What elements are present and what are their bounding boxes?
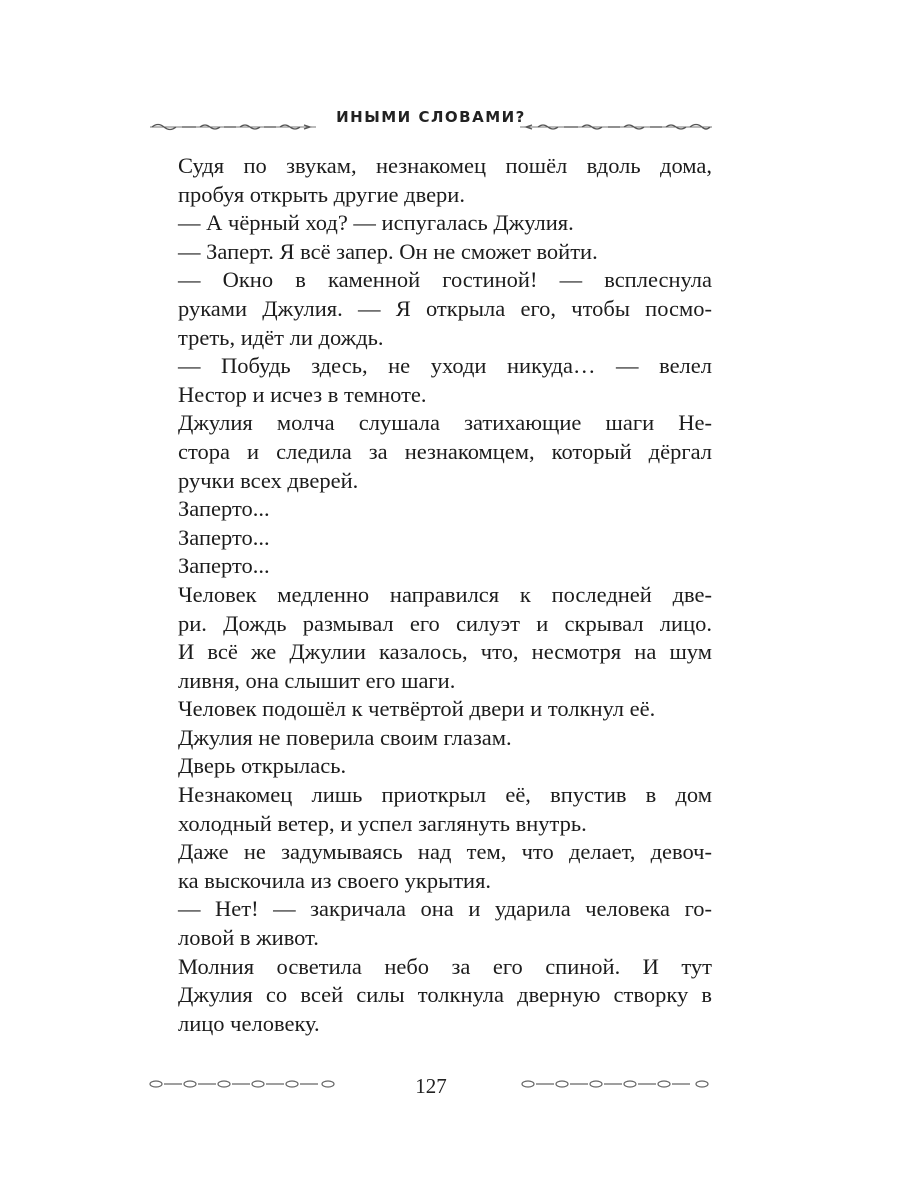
paragraph (178, 266, 712, 352)
text-line: Дверь открылась. (178, 753, 347, 779)
paragraph (178, 581, 712, 695)
text-line: ка выскочила из своего укрытия. (178, 867, 492, 893)
text-line: — Побудь здесь, не уходи никуда… — велел (178, 353, 712, 379)
paragraph (178, 724, 712, 753)
text-line: стора и следила за незнакомцем, который дёргал (178, 438, 712, 464)
text-line: треть, идёт ли дождь. (178, 324, 384, 350)
text-line: руками Джулия. — Я открыла его, чтобы посмо- (178, 295, 712, 321)
running-header-title: ИНЫМИ СЛОВАМИ? (336, 108, 526, 126)
text-line: Судя по звукам, незнакомец пошёл вдоль дома, (178, 153, 712, 178)
text-line: Заперто... (178, 553, 270, 579)
paragraph (178, 238, 712, 267)
text-line: — Окно в каменной гостиной! — всплеснула (178, 267, 712, 293)
text-line: Молния осветила небо за его спиной. И тут (178, 953, 712, 979)
text-line: И всё же Джулии казалось, что, несмотря на шум (178, 639, 712, 665)
paragraph (178, 752, 712, 781)
text-line: Джулия со всей силы толкнула дверную створку в (178, 982, 712, 1008)
paragraph (178, 552, 712, 581)
text-line: Незнакомец лишь приоткрыл её, впустив в дом (178, 782, 712, 808)
paragraph (178, 209, 712, 238)
paragraph (178, 695, 712, 724)
text-line: холодный ветер, и успел заглянуть внутрь. (178, 810, 587, 836)
text-line: — Нет! — закричала она и ударила человека го- (178, 896, 712, 922)
paragraph (178, 352, 712, 409)
footer-ornament-right (518, 1078, 714, 1090)
text-line: Человек подошёл к четвёртой двери и толкнул её. (178, 696, 656, 722)
body-text (178, 152, 712, 1038)
text-line: Даже не задумываясь над тем, что делает, девоч- (178, 839, 712, 865)
page-footer (148, 1072, 714, 1102)
running-header (148, 104, 714, 134)
text-line: ловой в живот. (178, 925, 319, 951)
text-line: — А чёрный ход? — испугалась Джулия. (178, 210, 574, 236)
paragraph (178, 409, 712, 495)
text-line: пробуя открыть другие двери. (178, 181, 465, 207)
paragraph (178, 838, 712, 895)
text-line: ливня, она слышит его шаги. (178, 667, 456, 693)
text-line: Нестор и исчез в темноте. (178, 381, 427, 407)
text-line: лицо человеку. (178, 1010, 320, 1036)
text-line: Джулия молча слушала затихающие шаги Не- (178, 410, 712, 436)
text-line: Заперто... (178, 524, 270, 550)
text-line: Заперто... (178, 496, 270, 522)
paragraph (178, 524, 712, 553)
paragraph (178, 953, 712, 1039)
text-line: ри. Дождь размывал его силуэт и скрывал лицо. (178, 610, 712, 636)
text-line: Человек медленно направился к последней две- (178, 581, 712, 607)
header-ornament-right (518, 122, 714, 132)
paragraph (178, 152, 712, 209)
paragraph (178, 781, 712, 838)
text-line: Джулия не поверила своим глазам. (178, 724, 512, 750)
paragraph (178, 495, 712, 524)
paragraph (178, 895, 712, 952)
page-number: 127 (415, 1074, 447, 1098)
text-line: ручки всех дверей. (178, 467, 359, 493)
text-line: — Заперт. Я всё запер. Он не сможет войти. (178, 238, 598, 264)
